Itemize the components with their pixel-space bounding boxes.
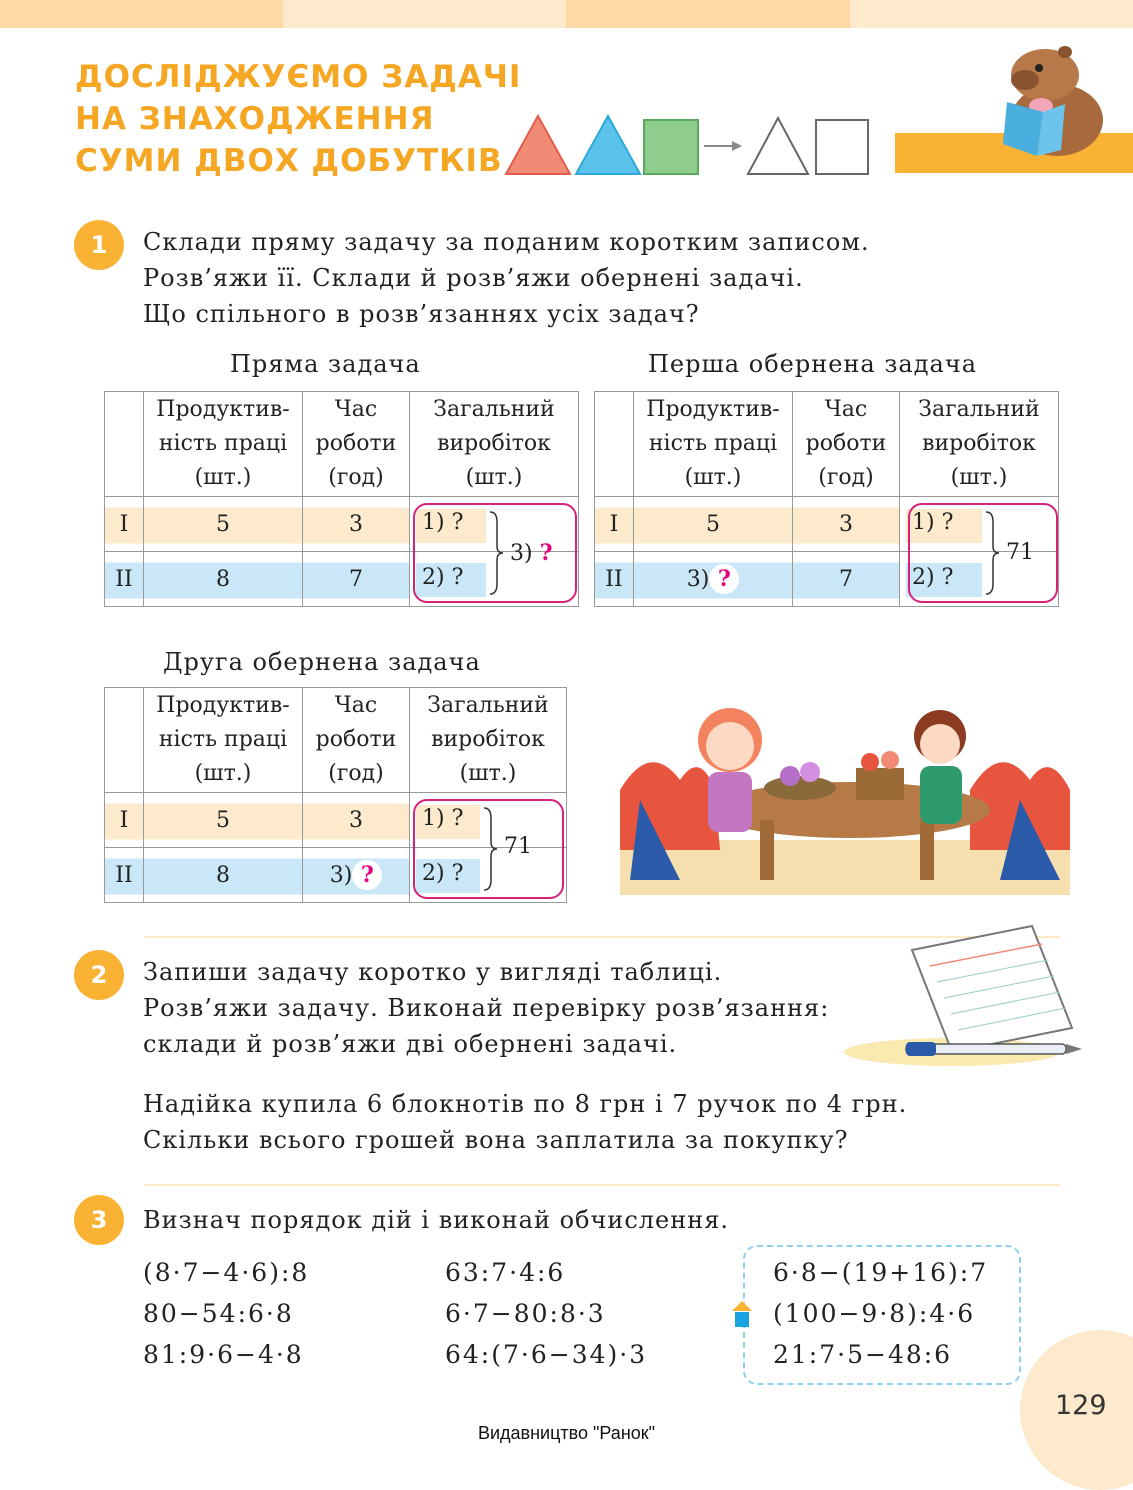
- header-productivity: Продуктив- ність праці (шт.): [144, 392, 303, 497]
- task2-problem: Надійка купила 6 блокнотів по 8 грн і 7 ручок по 4 грн. Скільки всього грошей вона заплатила за покупку?: [143, 1090, 908, 1154]
- table-row: I 5 3: [105, 793, 567, 848]
- total-result: 3) ?: [510, 540, 553, 566]
- highlight-box: [413, 799, 564, 899]
- total-value: 71: [504, 834, 532, 859]
- top-strip-1: [0, 0, 283, 28]
- page-title: ДОСЛІДЖУЄМО ЗАДАЧІ НА ЗНАХОДЖЕННЯ СУМИ ДВОХ ДОБУТКІВ: [75, 59, 522, 179]
- blue-triangle-icon: [576, 116, 640, 174]
- header-time: Час роботи (год): [303, 392, 410, 497]
- girls-at-table-illustration: [620, 680, 1070, 895]
- shapes-sequence: [500, 112, 880, 180]
- expressions-column-2: 63:7·4:6 6·7−80:8·3 64:(7·6−34)·3: [445, 1258, 648, 1369]
- header-total: Загальний виробіток (шт.): [410, 392, 579, 497]
- total-value: 71: [1006, 540, 1034, 565]
- capybara-icon: [995, 40, 1110, 160]
- second-inverse-table: Продуктив- ність праці (шт.) Час роботи (год) Загальний виробіток (шт.) I 5 3 II 8 3) ?: [104, 687, 567, 903]
- publisher: Видавництво "Ранок": [477, 1423, 656, 1443]
- task1-text: Склади пряму задачу за поданим коротким записом. Розв’яжи її. Склади й розв’яжи обернені задачі. Що спільного в розв’язаннях усіх задач?: [143, 228, 870, 328]
- table3-caption: Друга обернена задача: [163, 648, 481, 676]
- task2-text: Запиши задачу коротко у вигляді таблиці. Розв’яжи задачу. Виконай перевірку розв’язання: склади й розв’яжи дві обернені задачі.: [143, 958, 830, 1058]
- task3-text: Визнач порядок дій і виконай обчислення.: [143, 1206, 730, 1234]
- separator: [145, 1184, 1060, 1186]
- first-inverse-table: Продуктив- ність праці (шт.) Час роботи (год) Загальний виробіток (шт.) I 5 3 II 3) ? 7: [594, 391, 1059, 607]
- task-number-1: 1: [74, 220, 124, 270]
- highlight-box: [908, 503, 1058, 603]
- table1-caption: Пряма задача: [230, 350, 421, 378]
- table-row: II 8 7: [105, 552, 579, 607]
- expressions-column-3: 6·8−(19+16):7 (100−9·8):4·6 21:7·5−48:6: [773, 1258, 989, 1369]
- empty-square-icon: [816, 120, 868, 174]
- table-row: II 3) ? 7: [595, 552, 1059, 607]
- house-icon: [730, 1299, 754, 1329]
- notepad-and-pen-illustration: [842, 920, 1082, 1070]
- green-square-icon: [644, 120, 698, 174]
- table-row: I 5 3: [105, 497, 579, 552]
- highlight-box: [413, 503, 577, 603]
- empty-triangle-icon: [748, 118, 808, 174]
- table2-caption: Перша обернена задача: [648, 350, 978, 378]
- page-number: 129: [1055, 1390, 1107, 1421]
- table-row: II 8 3) ?: [105, 848, 567, 903]
- red-triangle-icon: [506, 116, 570, 174]
- task-number-2: 2: [74, 950, 124, 1000]
- top-strip-4: [850, 0, 1133, 28]
- top-strip-2: [283, 0, 566, 28]
- task-number-3: 3: [74, 1195, 124, 1245]
- expressions-column-1: (8·7−4·6):8 80−54:6·8 81:9·6−4·8: [143, 1258, 310, 1369]
- top-strip-3: [566, 0, 850, 28]
- table-row: I 5 3: [595, 497, 1059, 552]
